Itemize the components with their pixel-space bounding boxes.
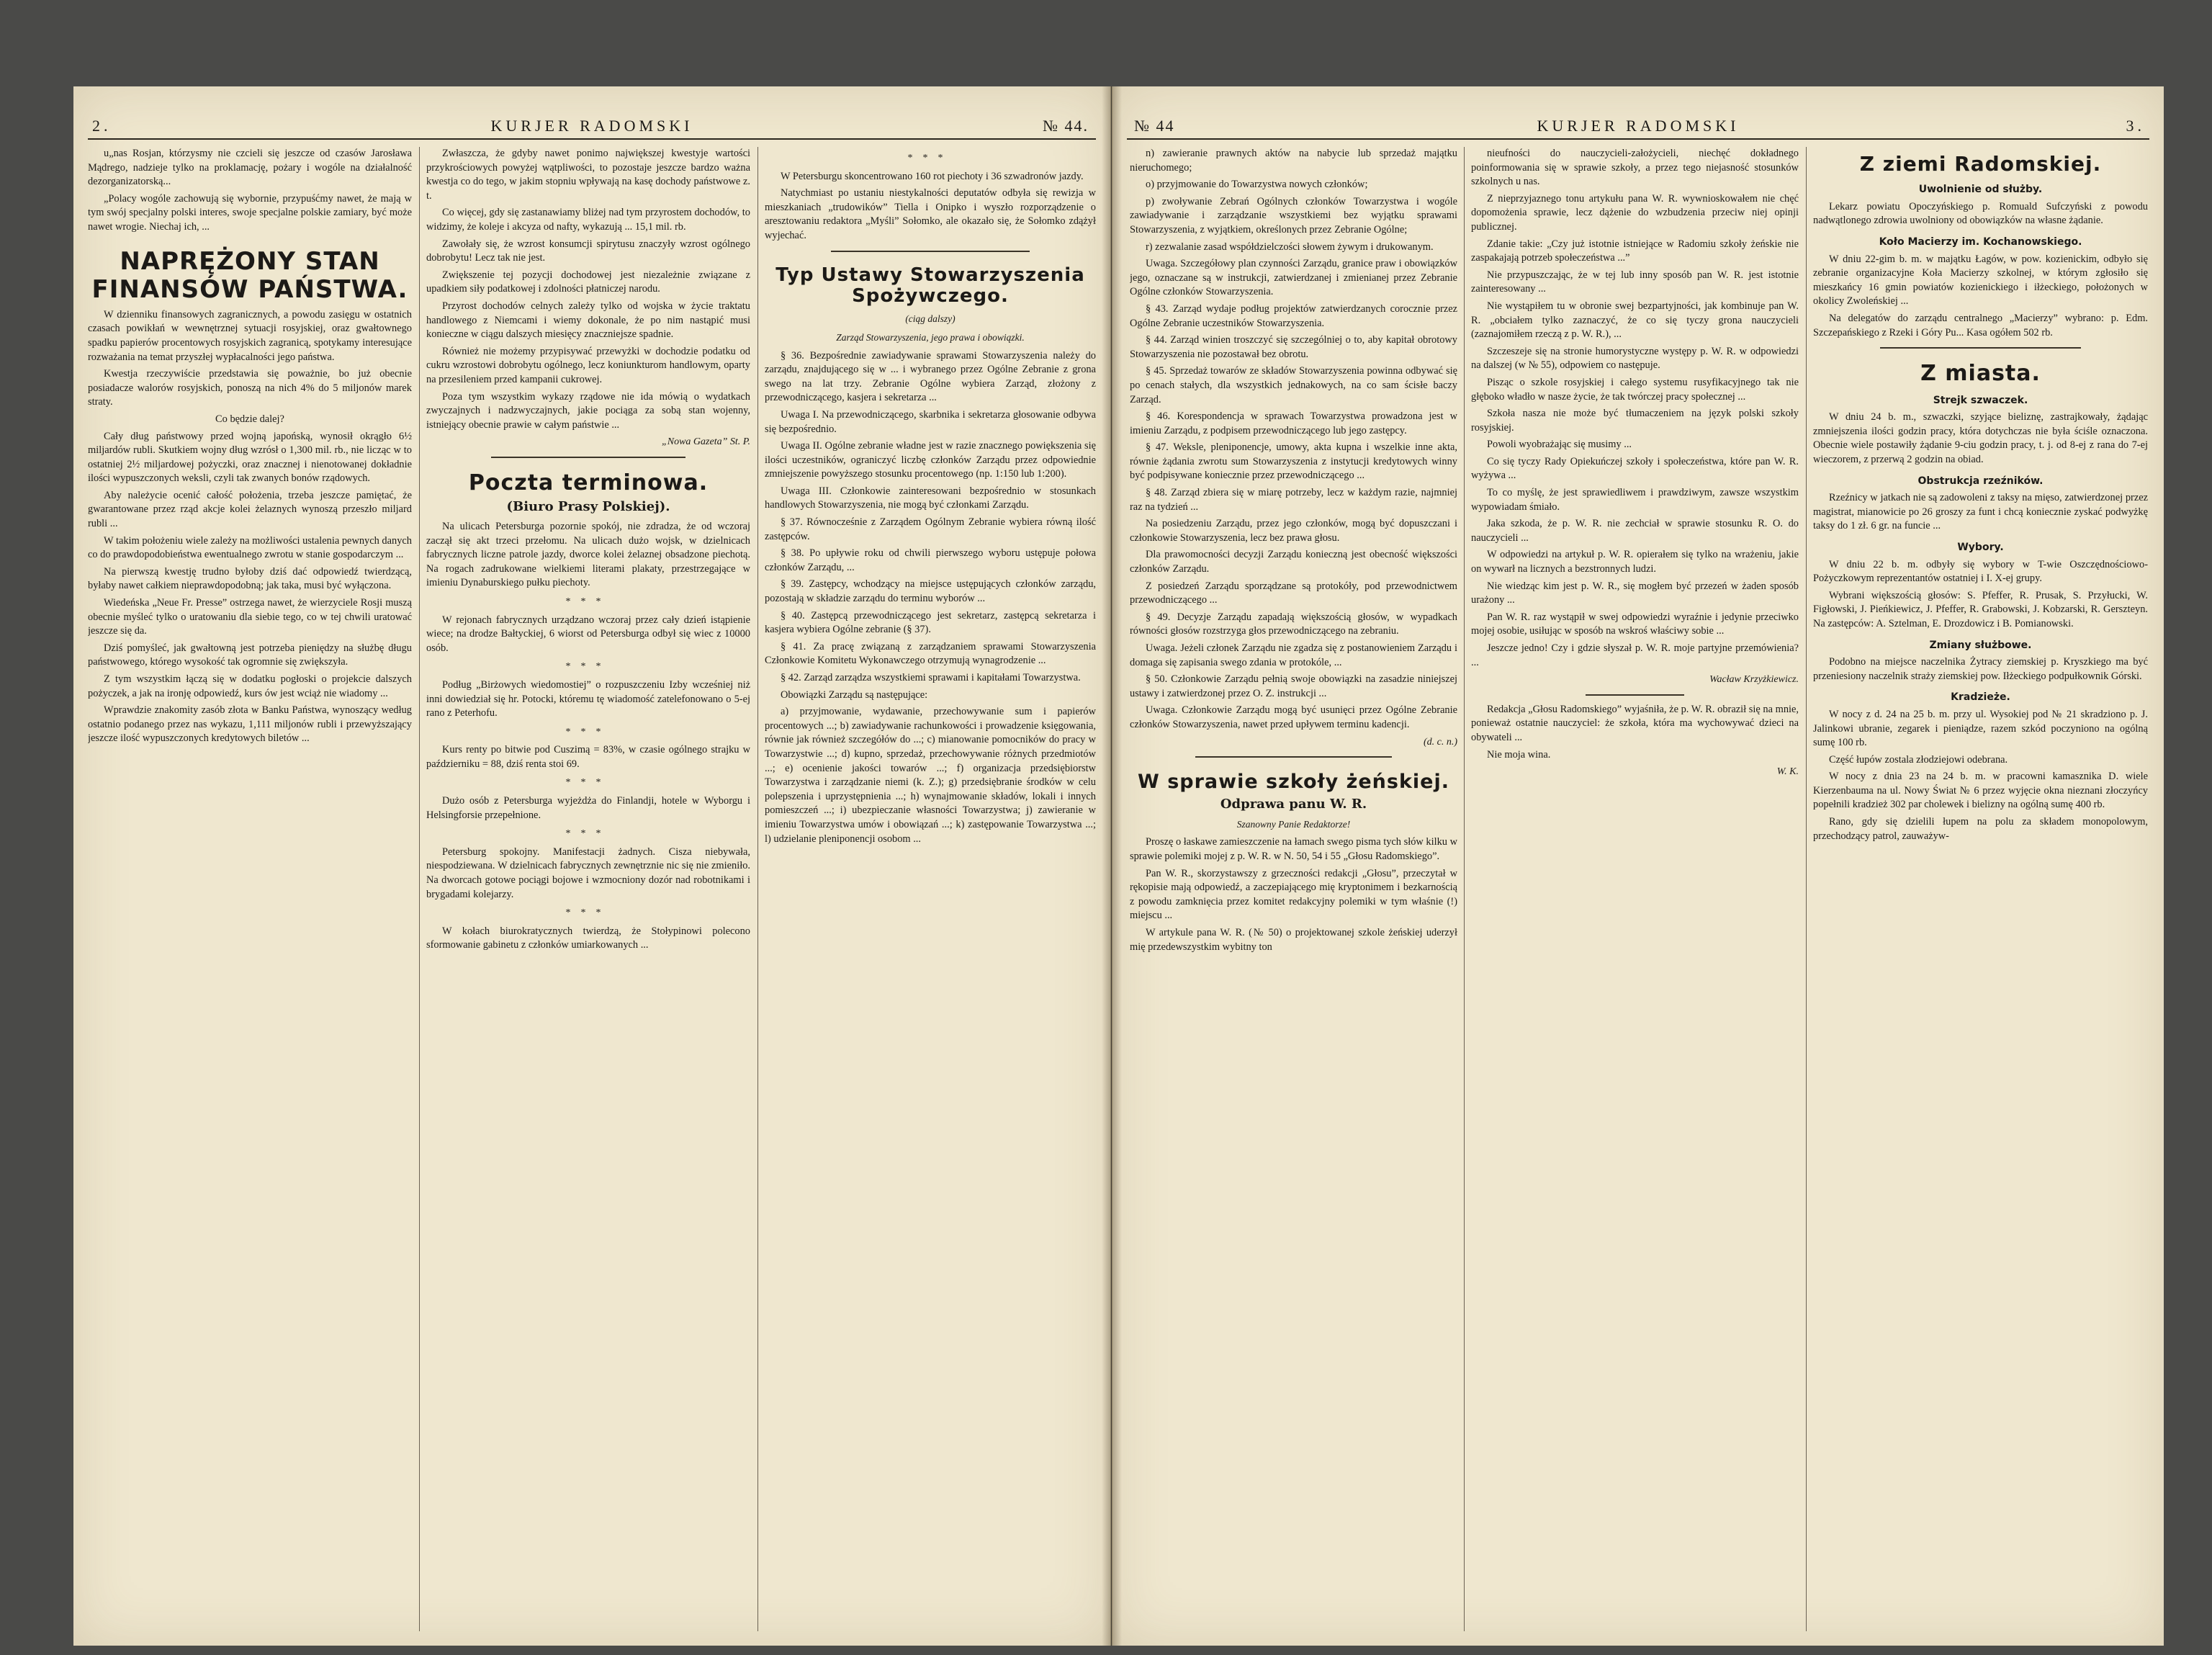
column-divider xyxy=(419,147,420,1631)
paragraph: § 42. Zarząd zarządza wszystkiemi sprawami i kapitałami Towarzystwa. xyxy=(781,672,1081,683)
paragraph: Co będzie dalej? xyxy=(215,413,284,425)
section-rule xyxy=(491,457,685,458)
paragraph: Nie wystąpiłem tu w obronie swej bezpartyjności, jak kombinuje pan W. R. „obciałem tylko zaznaczyć, że co się tyczy grona nauczycieli (zaznajomiłem rzeczą z p. W. R.), ... xyxy=(1471,300,1799,341)
paragraph: Natychmiast po ustaniu niestykalności deputatów odbyła się rewizja w mieszkaniach „trudowików” Tiella i Onipko i wyszło rozporządzenie o aresztowaniu redaktora „Myśli” Sołomko, ale okazało się, że Sołomko zdążył wyjechać. xyxy=(765,187,1096,241)
salutation: Szanowny Panie Redaktorze! xyxy=(1236,818,1351,830)
paragraph: Z nieprzyjaznego tonu artykułu pana W. R. wywnioskowałem nie chęć dopomożenia sprawie, lecz dążenie do wzbudzenia przeciw niej opinji publicznej. xyxy=(1471,192,1799,233)
paragraph: Powoli wyobrażając się musimy ... xyxy=(1487,439,1632,451)
paragraph: Redakcja „Głosu Radomskiego” wyjaśniła, że p. W. R. obraził się na mnie, ponieważ ostatnie nauczyciel: że szkoła, która ma wychowywać dzieci na obywateli ... xyxy=(1471,703,1799,743)
paragraph: Na ulicach Petersburga pozornie spokój, nie zdradza, że od wczoraj zaczął się akt trzeci przełomu. Na ulicach dużo wojsk, w dzielnicach fabrycznych liczne patrole jazdy, dworce kolei żelaznej obsadzone piechotą. Na rogach zadrukowane wielkiemi literami plakaty, przestrzegające w imieniu Dynaburskiego pułku piechoty. xyxy=(426,520,750,589)
paragraph: Poza tym wszystkim wykazy rządowe nie ida mówią o wydatkach zwyczajnych i nadzwyczajnych, jakie pociąga za sobą stan wojenny, istniejący obecnie prawie w całym państwie ... xyxy=(426,390,750,431)
paragraph: Aby należycie ocenić całość położenia, trzeba jeszcze pamiętać, że gwarantowane przez rząd akcje kolei żelaznych wynoszą przeszło miljard rubli ... xyxy=(88,489,412,530)
binding-gutter xyxy=(1102,86,1122,1646)
section-heading: Kradzieże. xyxy=(1951,691,2010,704)
signature: Wacław Krzyżkiewicz. xyxy=(1709,674,1799,686)
paragraph: Obowiązki Zarządu są następujące: xyxy=(781,689,928,701)
column-divider xyxy=(1806,147,1807,1631)
left-column-2 xyxy=(426,147,750,1633)
section-rule xyxy=(1195,756,1392,758)
section-heading: Wybory. xyxy=(1957,541,2004,553)
paragraph: § 44. Zarząd winien troszczyć się szczególniej o to, aby kapitał obrotowy Stowarzyszenia nie pozostawał bez obrotu. xyxy=(1130,334,1457,360)
right-issue-number: № 44 xyxy=(1134,117,1175,135)
section-rule xyxy=(1880,347,2081,349)
section-separator-stars: *** xyxy=(907,153,953,163)
paragraph: p) zwoływanie Zebrań Ogólnych członków Towarzystwa i wogóle zawiadywanie i zarządzanie wszystkiemi bez wyjątku sprawami Stowarzyszenia, z wyjątkiem, określonych przez Zebranie Ogólne; xyxy=(1130,195,1457,236)
paragraph: W dniu 24 b. m., szwaczki, szyjące bieliznę, zastrajkowały, żądając zmniejszenia ilości godzin pracy, która dotychczas nie była ściśle oznaczona. Obecnie wiele postawiły żądanie 9-ciu godzin pracy, t. j. od 8-ej z rana do 7-ej wieczorem, z przerwą 2 godzin na obiad. xyxy=(1813,411,2148,465)
paragraph: Pan W. R., skorzystawszy z grzeczności redakcji „Głosu”, przeczytał w rękopisie mają odpowiedź, a zaczepiającego mię kryptonimem i bezkarnością z powodu zamknięcia przez komitet redakcyjny polemiki w tym właśnie (!) miejscu ... xyxy=(1130,867,1457,922)
paragraph: n) zawieranie prawnych aktów na nabycie lub sprzedaż majątku nieruchomego; xyxy=(1130,148,1457,174)
paragraph: To co myślę, że jest sprawiedliwem i prawdziwym, zawsze wszystkim wypowiadam śmiało. xyxy=(1471,487,1799,513)
section-heading: Uwolnienie od służby. xyxy=(1918,184,2043,196)
article-title: NAPRĘŻONY STAN FINANSÓW PAŃSTWA. xyxy=(91,246,408,304)
paragraph: Z posiedzeń Zarządu sporządzane są protokóły, pod przewodnictwem przewodniczącego ... xyxy=(1130,580,1457,606)
paragraph: u„nas Rosjan, którzysmy nie czcieli się jeszcze od czasów Jarosława Mądrego, nadzieje tylko na proklamację, pożary i wogóle na działalność dezorganizatorską... xyxy=(88,148,412,188)
paragraph: W dzienniku finansowych zagranicznych, a powodu zasięgu w ostatnich czasach powikłań w wewnętrznej sytuacji rosyjskiej, oraz gwałtownego spadku papierów procentowych rosyjskich zagranicą, spotykamy interesujące rozważania na temat przyszłej wypłacalności jego państwa. xyxy=(88,308,412,363)
paragraph: Nie przypuszczając, że w tej lub inny sposób pan W. R. jest istotnie zainteresowany ... xyxy=(1471,269,1799,295)
paragraph: Uwaga I. Na przewodniczącego, skarbnika i sekretarza głosowanie odbywa się bezpośrednio. xyxy=(765,408,1096,435)
right-column-1 xyxy=(1130,147,1457,1633)
paragraph: W kołach biurokratycznych twierdzą, że Stołypinowi polecono sformowanie gabinetu z członków umiarkowanych ... xyxy=(426,925,750,951)
paragraph: W nocy z dnia 23 na 24 b. m. w pracowni kamasznika D. wiele Kierzenbauma na ul. Nowy Świat № 6 przez wyjęcie okna nieznani złoczyńcy popełnili kradzież 302 par cholewek i bielizny na ogólną sumę 400 rb. xyxy=(1813,771,2148,811)
left-page-header xyxy=(88,117,1096,140)
paragraph: o) przyjmowanie do Towarzystwa nowych członków; xyxy=(1146,179,1368,191)
article-title: W sprawie szkoły żeńskiej. xyxy=(1138,771,1449,794)
paragraph: § 45. Sprzedaż towarów ze składów Stowarzyszenia powinna odbywać się po cenach stałych, dla wszystkich jednakowych, na co sam ścisłe baczy Zarząd. xyxy=(1130,365,1457,405)
left-page-number: 2. xyxy=(92,117,112,135)
paragraph: § 47. Weksle, pleniponencje, umowy, akta kupna i wszelkie inne akta, równie żądania zwrotu sum Stowarzyszenia z instytucji kredytowych winny być podpisywane koniecznie przez przewodniczącego ... xyxy=(1130,441,1457,482)
section-separator-stars: *** xyxy=(565,907,611,919)
section-rule xyxy=(1586,694,1684,696)
right-paper-title: KURJER RADOMSKI xyxy=(1537,117,1740,135)
section-heading: Zmiany służbowe. xyxy=(1929,639,2032,651)
paragraph: § 37. Równocześnie z Zarządem Ogólnym Zebranie wybiera równą ilość zastępców. xyxy=(765,516,1096,542)
section-separator-stars: *** xyxy=(565,596,611,607)
paragraph: § 50. Członkowie Zarządu pełnią swoje obowiązki na zasadzie niniejszej ustawy i zatwierdzonej przez O. Z. instrukcji ... xyxy=(1130,673,1457,699)
paragraph: Wprawdzie znakomity zasób złota w Banku Państwa, wynoszący według ostatnio podanego przez nas wykazu, 1,111 miljonów rubli i przewyższający jeszcze ilość wypuszczonych kredytowych biletów ... xyxy=(88,704,412,745)
paragraph: Uwaga III. Członkowie zainteresowani bezpośrednio w stosunkach handlowych Stowarzyszenia, nie mogą być członkami Zarządu. xyxy=(765,485,1096,511)
continued-note: (ciąg dalszy) xyxy=(905,313,956,325)
paragraph: „Polacy wogóle zachowują się wybornie, przypuśćmy nawet, że mają w tym swój specjalny polski interes, swoje specjalne polskie zamiary, być może nawet wrogie. Niechaj ich, ... xyxy=(88,192,412,233)
paragraph: W rejonach fabrycznych urządzano wczoraj przez cały dzień istąpienie wiece; na drodze Bałtyckiej, 6 wiorst od Petersburga odbył się wiec z 10000 osób. xyxy=(426,614,750,654)
left-column-3 xyxy=(765,147,1096,1633)
section-subtitle: Zarząd Stowarzyszenia, jego prawa i obowiązki. xyxy=(836,331,1025,343)
paragraph: Lekarz powiatu Opoczyńskiego p. Romuald Sufczyński z powodu nadwątlonego zdrowia uwolniony od obowiązków na własne żądanie. xyxy=(1813,200,2148,227)
paragraph: W dniu 22-gim b. m. w majątku Łagów, w pow. kozienickim, odbyło się zebranie organizacyjne Koła Macierzy szkolnej, w którym zgłosiło się mieszkańcy 16 gmin powiatów kozienickiego i iłżeckiego, położonych w okolicy Zwoleńskiej ... xyxy=(1813,253,2148,308)
paragraph: Szkoła nasza nie może być tłumaczeniem na język polski szkoły rosyjskiej. xyxy=(1471,408,1799,434)
paragraph: Proszę o łaskawe zamieszczenie na łamach swego pisma tych słów kilku w sprawie polemiki mojej z p. W. R. w N. 50, 54 i 55 „Głosu Radomskiego”. xyxy=(1130,836,1457,862)
paragraph: Nie wiedząc kim jest p. W. R., się mogłem być przezeń w żaden sposób urażony ... xyxy=(1471,580,1799,606)
paragraph: Uwaga. Szczegółowy plan czynności Zarządu, granice praw i obowiązków jego, oznaczane są w instrukcji, zatwierdzanej i zmienianej przez Zebranie Ogólne członków Stowarzyszenia. xyxy=(1130,258,1457,298)
paragraph: Część łupów zostala złodziejowi odebrana. xyxy=(1829,753,2008,766)
paragraph: Jaka szkoda, że p. W. R. nie zechciał w sprawie stosunku R. O. do nauczycieli ... xyxy=(1471,518,1799,544)
left-paper-title: KURJER RADOMSKI xyxy=(490,117,693,135)
paragraph: Na delegatów do zarządu centralnego „Macierzy” wybrano: p. Edm. Szczepańskiego z Rzeki i Góry Pu... Kasa ogółem 502 rb. xyxy=(1813,312,2148,338)
paragraph: § 49. Decyzje Zarządu zapadają większością głosów, w wypadkach równości głosów rozstrzyga głos przewodniczącego na zebraniu. xyxy=(1130,611,1457,637)
article-subtitle: Odprawa panu W. R. xyxy=(1220,797,1367,812)
paragraph: Dla prawomocności decyzji Zarządu konieczną jest obecność większości członków Zarządu. xyxy=(1130,549,1457,575)
right-newspaper-page xyxy=(1112,86,2164,1646)
paragraph: W artykule pana W. R. (№ 50) o projektowanej szkole żeńskiej uderzył mię przedewszystkim wybitny ton xyxy=(1130,926,1457,953)
section-heading: Strejk szwaczek. xyxy=(1933,394,2028,406)
signature: „Nowa Gazeta” St. P. xyxy=(661,436,750,448)
paragraph: Również nie możemy przypisywać przewyżki w dochodzie podatku od cukru wzrostowi dobrobytu ogólnego, lecz koniunkturom handlowym, oparty na przesileniem przed kampanii cukrowej. xyxy=(426,345,750,385)
paragraph: Jeszcze jedno! Czy i gdzie słyszał p. W. R. moje partyjne przemówienia? ... xyxy=(1471,642,1799,668)
paragraph: Co więcej, gdy się zastanawiamy bliżej nad tym przyrostem dochodów, to widzimy, że koleje i akcyza od nafty, wykazują ... 15,1 mil. rb. xyxy=(426,207,750,233)
section-separator-stars: *** xyxy=(565,777,611,789)
column-divider xyxy=(1464,147,1465,1631)
paragraph: Kwestja rzeczywiście przedstawia się poważnie, bo już obecnie posiadacze walorów rosyjskich, ponoszą na nich 4% do 5 miljonów marek straty. xyxy=(88,368,412,408)
paragraph: Zwłaszcza, że gdyby nawet ponimo największej kwestyje wartości przykrościowych powyżej wątpliwości, to pozostaje jeszcze bardzo ważna kwestja co do tego, w jakim stopniu wpływają na kasę dochody państwowe z. t. xyxy=(426,148,750,202)
right-column-3 xyxy=(1813,147,2148,1633)
paragraph: § 46. Korespondencja w sprawach Towarzystwa prowadzona jest w imieniu Zarządu, z podpisem przewodniczącego lub jego zastępcy. xyxy=(1130,411,1457,436)
paragraph: Szczeszeje się na stronie humorystyczne występy p. W. R. w odpowiedzi na dalszej (w № 55), odpowiem co następuje. xyxy=(1471,345,1799,372)
paragraph: § 36. Bezpośrednie zawiadywanie sprawami Stowarzyszenia należy do zarządu, znajdującego się w ... i wybranego przez Ogólne Zebranie z grona swego na lat trzy. Zebranie Ogólne wybiera Zarząd, złożony z przewodniczącego, kasjera i sekretarza ... xyxy=(765,349,1096,404)
section-separator-stars: *** xyxy=(565,661,611,673)
paragraph: Uwaga. Członkowie Zarządu mogą być usunięci przez Ogólne Zebranie członków Stowarzyszenia, nawet przed upływem terminu kadencji. xyxy=(1130,704,1457,730)
paragraph: Rano, gdy się dzielili łupem na polu za składem monopolowym, przechodzący patrol, zauważyw- xyxy=(1813,816,2148,842)
article-title: Typ Ustawy Stowarzyszenia Spożywczego. xyxy=(775,264,1085,308)
paragraph: Dziś pomyśleć, jak gwałtowną jest potrzeba pieniędzy na służbę długu państwowego, którego wysokość tak ogromnie się zwiększyła. xyxy=(88,642,412,668)
right-column-2 xyxy=(1471,147,1799,1633)
paragraph: Podług „Birżowych wiedomostiej” o rozpuszczeniu Izby wcześniej niż inni dowiedział się hr. Potocki, któremu tę wiadomość zatelefonowano o 5-ej rano z Peterhofu. xyxy=(426,678,750,719)
right-page-header xyxy=(1127,117,2149,140)
paragraph: § 40. Zastępcą przewodniczącego jest sekretarz, zastępcą sekretarza i kasjera wybiera Ogólne zebranie (§ 37). xyxy=(765,609,1096,636)
paragraph: Na posiedzeniu Zarządu, przez jego członków, mogą być dopuszczani i członkowie Stowarzyszenia, lecz bez prawa głosu. xyxy=(1130,518,1457,544)
paragraph: § 39. Zastępcy, wchodzący na miejsce ustępujących członków zarządu, pozostają w składzie zarządu do terminu wyborów ... xyxy=(765,578,1096,605)
left-newspaper-page xyxy=(73,86,1111,1646)
article-title: Z miasta. xyxy=(1920,361,2041,387)
paragraph: Zwiększenie tej pozycji dochodowej jest niezależnie związane z upadkiem siły podatkowej i zdolności płatniczej narodu. xyxy=(426,269,750,295)
section-separator-stars: *** xyxy=(565,726,611,737)
right-page-number: 3. xyxy=(2126,117,2145,135)
paragraph: Zdanie takie: „Czy już istotnie istniejące w Radomiu szkoły żeńskie nie zaspakajają potrzeb społeczeństwa ...” xyxy=(1471,238,1799,264)
paragraph: Nie moja wina. xyxy=(1487,748,1551,761)
paragraph: Zawołały się, że wzrost konsumcji spirytusu znaczyły wzrost ogólnego dobrobytu! Lecz tak nie jest. xyxy=(426,238,750,264)
article-title: Poczta terminowa. xyxy=(468,470,709,495)
paragraph: Petersburg spokojny. Manifestacji żadnych. Cisza niebywała, niespodziewana. W dzielnicach fabrycznych zewnętrznie nic się nie zmieniło. Na dworcach gotowe pociągi bojowe i wzmocniony dozór nad robotnikami i brygadami kolejarzy. xyxy=(426,846,750,900)
column-divider xyxy=(757,147,758,1631)
paragraph: § 43. Zarząd wydaje podług projektów zatwierdzanych corocznie przez Ogólne Zebranie uczestników Stowarzyszenia. xyxy=(1130,302,1457,329)
paragraph: W nocy z d. 24 na 25 b. m. przy ul. Wysokiej pod № 21 skradziono p. J. Jalinkowi ubranie, zegarek i pieniądze, razem szkód poczyniono na ogólną sumę 100 rb. xyxy=(1813,708,2148,749)
paragraph: § 41. Za pracę związaną z zarządzaniem sprawami Stowarzyszenia Członkowie Komitetu Wykonawczego otrzymują wynagrodzenie ... xyxy=(765,640,1096,667)
paragraph: Wybrani większością głosów: S. Pfeffer, R. Prusak, S. Przyłucki, W. Figłowski, J. Pieńkiewicz, J. Pfeffer, R. Grabowski, J. Kobzarski, R. Gerszteyn. Na zastępców: A. Sztelman, E. Drozdowicz i B. Pomianowski. xyxy=(1813,589,2148,629)
paragraph: r) zezwalanie zasad współdzielczości słowem żywym i drukowanym. xyxy=(1146,241,1434,253)
paragraph: a) przyjmowanie, wydawanie, przechowywanie sum i papierów procentowych ...; b) zawiadywanie rachunkowości i prowadzenie księgowania, równie jak również szczegółów do ...; c) mianowanie pomocników do pracy w Towarzystwie ...; d) kupno, sprzedaż, przechowywanie różnych przedmiotów ...; e) ocenienie jakości towarów ...; f) organizacja przedsiębiorstw Towarzystwa i zarządzanie niemi (k. Z.); g) przedsiębranie środków w celu polepszenia i uprzystępnienia ...; h) wynajmowanie składów, lokali i innych pomieszczeń ...; i) ubezpieczanie własności Towarzystwa; j) zawieranie w imieniu Towarzystwa umów i obowiązań ...; k) zastępowanie Towarzystwa ...; l) udzielanie pleniponencji osobom ... xyxy=(765,706,1096,845)
paragraph: § 48. Zarząd zbiera się w miarę potrzeby, lecz w każdym razie, najmniej raz na tydzień ... xyxy=(1130,487,1457,513)
paragraph: Wiedeńska „Neue Fr. Presse” ostrzega nawet, że wierzyciele Rosji muszą obecnie myśleć tylko o uratowaniu dla siebie tego, co w tej chwili uratować jeszcze się da. xyxy=(88,597,412,637)
article-title: Z ziemi Radomskiej. xyxy=(1859,152,2102,176)
paragraph: Cały dług państwowy przed wojną japońską, wynosił okrągło 6½ miljardów rubli. Skutkiem wojny dług wzrósł o 1,300 mil. rb., nie licząc w to ostatniej 2½ miljardowej pożyczki, oraz znacznej i nienotowanej dokładnie ilości wypuszczonych weksli, czyli tak zwanych bonów rządowych. xyxy=(88,430,412,485)
paragraph: Pisząc o szkole rosyjskiej i całego systemu rusyfikacyjnego tak nie głęboko władło w nasze życie, że tak twórczej pracy społecznej ... xyxy=(1471,376,1799,403)
paragraph: Dużo osób z Petersburga wyjeżdża do Finlandji, hotele w Wyborgu i Helsingforsie przepełnione. xyxy=(426,795,750,821)
section-separator-stars: *** xyxy=(565,828,611,840)
paragraph: Z tym wszystkim łączą się w dodatku pogłoski o projekcie dalszych pożyczek, a jak na ironję odpowiedź, kurs ów jest wciąż nie wiadomy ... xyxy=(88,673,412,699)
paragraph: nieufności do nauczycieli-założycieli, niechęć dokładnego poinformowania się w sprawie szkoły, a przez tego niejasność stosunków szkolnych u nas. xyxy=(1471,148,1799,188)
section-heading: Obstrukcja rzeźników. xyxy=(1917,475,2044,487)
signature: W. K. xyxy=(1776,766,1799,778)
paragraph: Co się tyczy Rady Opiekuńczej szkoły i społeczeństwa, które pan W. R. wyżywa ... xyxy=(1471,455,1799,482)
article-subtitle: (Biuro Prasy Polskiej). xyxy=(506,499,670,515)
paragraph: Podobno na miejsce naczelnika Żytracy ziemskiej p. Kryszkiego ma być przeniesiony naczelnik straży ziemskiej pow. Iłżeckiego podpułkownik Górski. xyxy=(1813,656,2148,682)
paragraph: Kurs renty po bitwie pod Cuszimą = 83%, w czasie ogólnego strajku w październiku = 88, dziś renta stoi 69. xyxy=(426,744,750,770)
paragraph: Uwaga. Jeżeli członek Zarządu nie zgadza się z postanowieniem Zarządu i domaga się zapisania swego zdania w protokóle, ... xyxy=(1130,642,1457,668)
paragraph: Na pierwszą kwestję trudno byłoby dziś dać odpowiedź twierdzącą, byłaby nawet całkiem nieprawdopodobną; jak taka, musi być wyłączona. xyxy=(88,565,412,592)
paragraph: W Petersburgu skoncentrowano 160 rot piechoty i 36 szwadronów jazdy. xyxy=(781,170,1084,182)
paragraph: Przyrost dochodów celnych zależy tylko od wojska w życie traktatu handlowego z Niemcami i wiemy dokonale, że po nim nastąpić musi konieczne w ciągu dalszych miesięcy znaczniejsze spadnie. xyxy=(426,300,750,341)
end-mark: (d. c. n.) xyxy=(1423,736,1457,748)
section-heading: Koło Macierzy im. Kochanowskiego. xyxy=(1879,236,2082,248)
paragraph: Uwaga II. Ogólne zebranie władne jest w razie znacznego powiększenia się ilości uczestników, ograniczyć liczbę członków Zarządu przez odpowiednie zmniejszenie powyższego stosunku procentowego (np. 1:150 lub 1:200). xyxy=(765,440,1096,480)
left-column-1 xyxy=(88,147,412,1633)
section-rule xyxy=(831,251,1030,252)
left-issue-number: № 44. xyxy=(1043,117,1089,135)
paragraph: § 38. Po upływie roku od chwili pierwszego wyboru ustępuje połowa członków Zarządu, ... xyxy=(765,547,1096,573)
paragraph: Rzeźnicy w jatkach nie są zadowoleni z taksy na mięso, zatwierdzonej przez magistrat, mianowicie po 26 groszy za funt i chcą koniecznie zyskać podwyżkę taksy do 1 zł. 6 gr. na funcie ... xyxy=(1813,492,2148,532)
paragraph: W takim położeniu wiele zależy na możliwości ustalenia pewnych danych co do prawdopodobieństwa ewentualnego zwrotu w stanie gospodarczym ... xyxy=(88,534,412,561)
paragraph: W dniu 22 b. m. odbyły się wybory w T-wie Oszczędnościowo-Pożyczkowym reprezentantów ostatniej i I. X-ej grupy. xyxy=(1813,558,2148,585)
paragraph: W odpowiedzi na artykuł p. W. R. opierałem się tylko na wrażeniu, jakie on wywarł na licznych a bezstronnych ludzi. xyxy=(1471,549,1799,575)
paragraph: Pan W. R. raz wystąpił w swej odpowiedzi wyraźnie i jedynie przeciwko mojej osobie, usiłując w sposób na wskroś właściwy sobie ... xyxy=(1471,611,1799,637)
